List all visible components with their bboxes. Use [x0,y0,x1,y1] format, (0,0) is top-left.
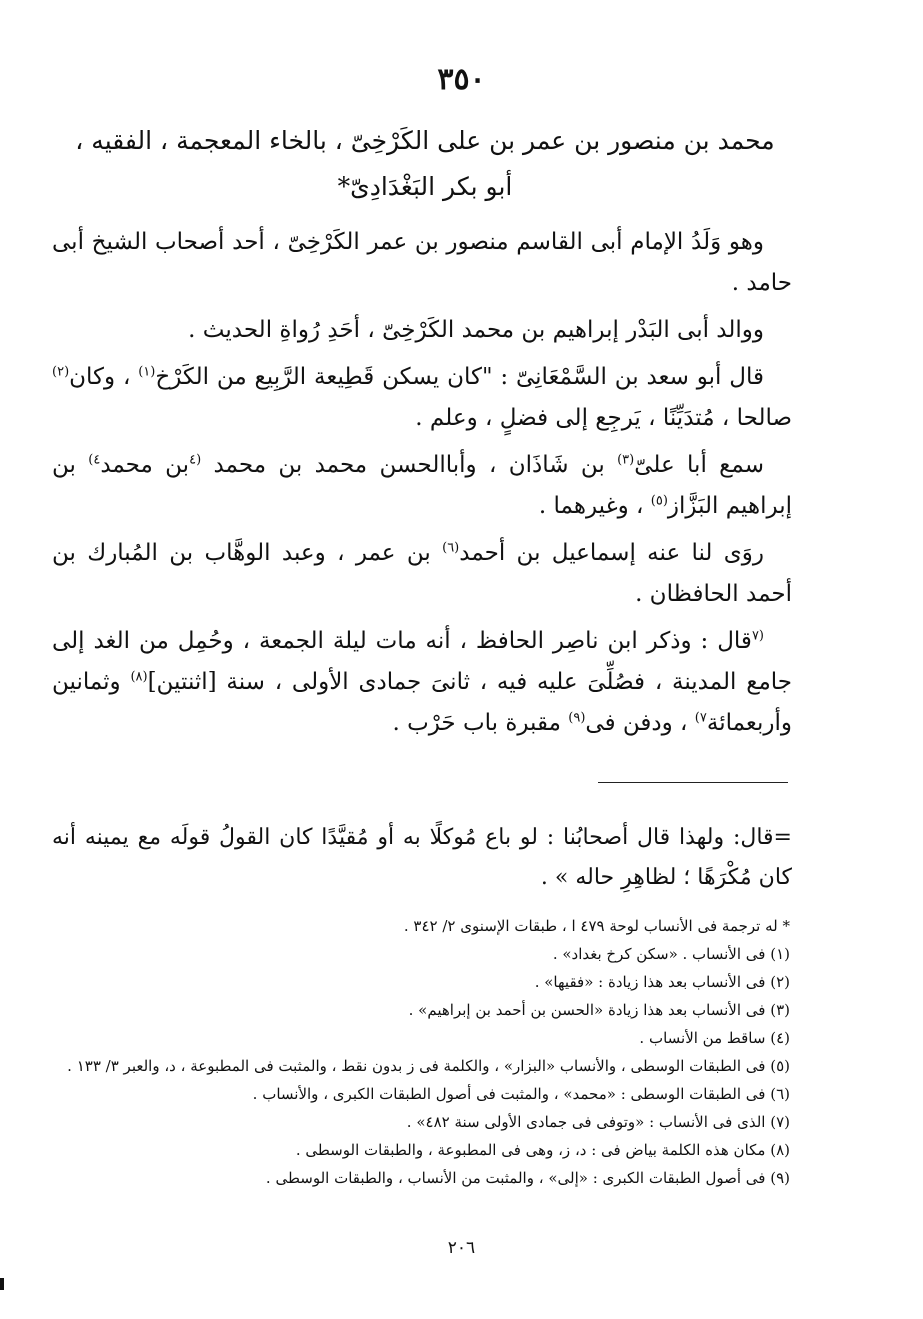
text-run: صالحا ، مُتدَيِّنًا ، يَرجِع إلى فضلٍ ، وعلم . [415,405,792,431]
footnote-6: (٦) فى الطبقات الوسطى : «محمد» ، والمثبت فى أصول الطبقات الكبرى ، والأنساب . [252,1085,790,1103]
footnote-ref-4-close: ٤) [88,452,101,468]
footnote-ref-9: (٩) [568,710,586,726]
footnote-ref-7-close: ٧) [694,710,707,726]
biography-body [52,222,792,750]
text-run: مقبرة باب حَرْب . [392,710,569,736]
entry-title [60,118,790,210]
text-run: قال : وذكر ابن ناصِر الحافظ ، أنه مات ليلة الجمعة ، وحُمِل من الغد إلى جامع المدينة ، فصُلِّىَ عليه فيه ، ثانىَ جمادى الأولى ، سنة [اثنتين] [52,628,792,695]
footnote-8: (٨) مكان هذه الكلمة بياض فى : د، ز، وهى فى المطبوعة ، والطبقات الوسطى . [295,1141,790,1159]
footnote-4: (٤) ساقط من الأنساب . [639,1029,790,1047]
footnotes [60,912,790,1192]
text-run: قال أبو سعد بن السَّمْعَانِىّ : "كان يسكن قَطِيعة الرَّبِيع من الكَرْخ [155,364,764,390]
text-run: ، ودفن فى [585,710,695,736]
footnote-ref-1: (١) [138,364,156,380]
entry-title-line-2: أبو بكر البَغْدَادِىّ* [337,172,513,201]
footnote-1: (١) فى الأنساب . «سكن كرخ بغداد» . [552,945,790,963]
footnote-ref-2: (٢) [52,364,70,380]
footnote-separator [598,782,788,783]
footnote-ref-3: (٣) [617,452,635,468]
paragraph-lineage: وهو وَلَدُ الإمام أبى القاسم منصور بن عمر الكَرْخِىّ ، أحد أصحاب الشيخ أبى حامد . [52,229,792,296]
footnote-ref-7-open: (٧ [751,628,764,644]
footnote-ref-6: (٦) [442,540,460,556]
text-run: سمع أبا علىّ [634,452,764,478]
continued-footnote: =قال: ولهذا قال أصحابُنا : لو باع مُوكلًا به أو مُقيَّدًا كان القولُ قولَه مع يمينه أنه كان مُكْرَهًا ؛ لظاهِرِ حاله » . [52,825,792,890]
text-run: روَى لنا عنه إسماعيل بن أحمد [459,540,764,566]
footnote-ref-5: (٥) [650,493,668,509]
text-run: بن عمر ، وعبد الوهَّاب بن المُبارك بن أحمد الحافظان . [52,540,792,607]
scan-edge-mark [0,1278,4,1290]
paragraph-son: ووالد أبى البَدْر إبراهيم بن محمد الكَرْخِىّ ، أحَدِ رُواةِ الحديث . [188,317,764,343]
text-run: ، وغيرهما . [538,493,651,519]
paragraph-samani-quote [52,357,792,439]
text-run: بن شَاذَان ، وأباالحسن محمد بن محمد [201,452,618,478]
footnote-ref-4-open: (٤ [189,452,202,468]
paragraph-students [52,533,792,615]
paragraph-death [52,621,792,744]
footnote-9: (٩) فى أصول الطبقات الكبرى : «إلى» ، والمثبت من الأنساب ، والطبقات الوسطى . [265,1169,790,1187]
page-footer-number: ٢٠٦ [447,1238,476,1258]
page-header-number: ٣٥٠ [437,62,486,97]
text-run: بن محمد [100,452,190,478]
text-run: ، وكان [69,364,139,390]
footnote-7: (٧) الذى فى الأنساب : «وتوفى فى جمادى الأولى سنة ٤٨٢» . [406,1113,790,1131]
paragraph-teachers [52,445,792,527]
footnote-ref-8: (٨) [130,669,148,685]
footnote-2: (٢) فى الأنساب بعد هذا زيادة : «فقيها» . [534,973,790,991]
text-run: وثمانين وأربعمائة [52,669,792,736]
entry-title-line-1: محمد بن منصور بن عمر بن على الكَرْخِىّ ، بالخاء المعجمة ، الفقيه ، [75,126,775,155]
footnote-3: (٣) فى الأنساب بعد هذا زيادة «الحسن بن أحمد بن إبراهيم» . [408,1001,790,1019]
footnote-5: (٥) فى الطبقات الوسطى ، والأنساب «البزار» ، والكلمة فى ز بدون نقط ، والمثبت فى المطبوعة ، د، والعبر ٣/ ١٣٣ . [67,1057,790,1075]
text-run: بن إبراهيم البَزَّاز [52,452,792,519]
footnote-star: * له ترجمة فى الأنساب لوحة ٤٧٩ ا ، طبقات الإسنوى ٢/ ٣٤٢ . [403,917,790,935]
